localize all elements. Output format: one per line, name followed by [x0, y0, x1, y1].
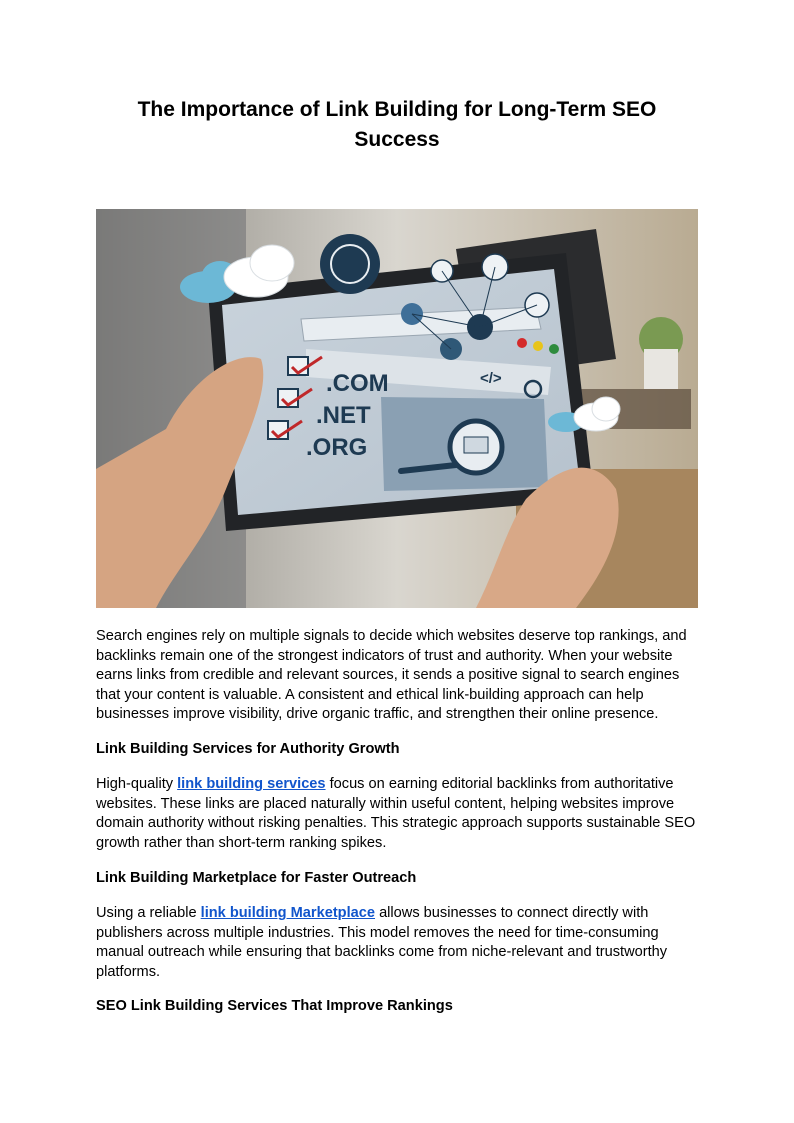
paragraph-authority-growth — [96, 775, 702, 853]
heading-marketplace: Link Building Marketplace for Faster Outreach — [96, 870, 417, 886]
domain-org: .ORG — [306, 434, 368, 461]
heading-authority-growth: Link Building Services for Authority Growth — [96, 741, 400, 757]
link-building-services-link[interactable]: link building services — [177, 776, 326, 792]
paragraph-text: High-quality — [96, 776, 178, 792]
code-symbol: </> — [480, 370, 502, 387]
heading-improve-rankings: SEO Link Building Services That Improve Rankings — [96, 998, 453, 1014]
intro-paragraph: Search engines rely on multiple signals to decide which websites deserve top rankings, and backlinks remain one of the strongest indicators of trust and authority. When your website earns links from credible and relevant sources, it sends a positive signal to search engines that your content is valuable. A consistent and ethical link-building approach can help businesses improve visibility, drive organic traffic, and strengthen their online presence. — [96, 628, 687, 723]
paragraph-text: Using a reliable — [96, 905, 201, 921]
domain-net: .NET — [316, 402, 371, 429]
paragraph-text: allows businesses to connect directly with publishers across multiple industries. This model removes the need for time-consuming manual outreach while ensuring that backlinks come from niche-relevant and trustworthy platforms. — [96, 905, 668, 980]
hero-image — [96, 209, 698, 608]
paragraph-text: focus on earning editorial backlinks from authoritative websites. These links are placed naturally within useful content, helping websites improve domain authority without risking penalties. This strategic approach supports sustainable SEO growth rather than short-term ranking spikes. — [96, 776, 696, 851]
link-building-marketplace-link[interactable]: link building Marketplace — [200, 905, 376, 921]
domain-com: .COM — [326, 370, 389, 397]
paragraph-marketplace — [96, 904, 702, 982]
page-title: The Importance of Link Building for Long-Term SEO Success — [137, 98, 657, 151]
